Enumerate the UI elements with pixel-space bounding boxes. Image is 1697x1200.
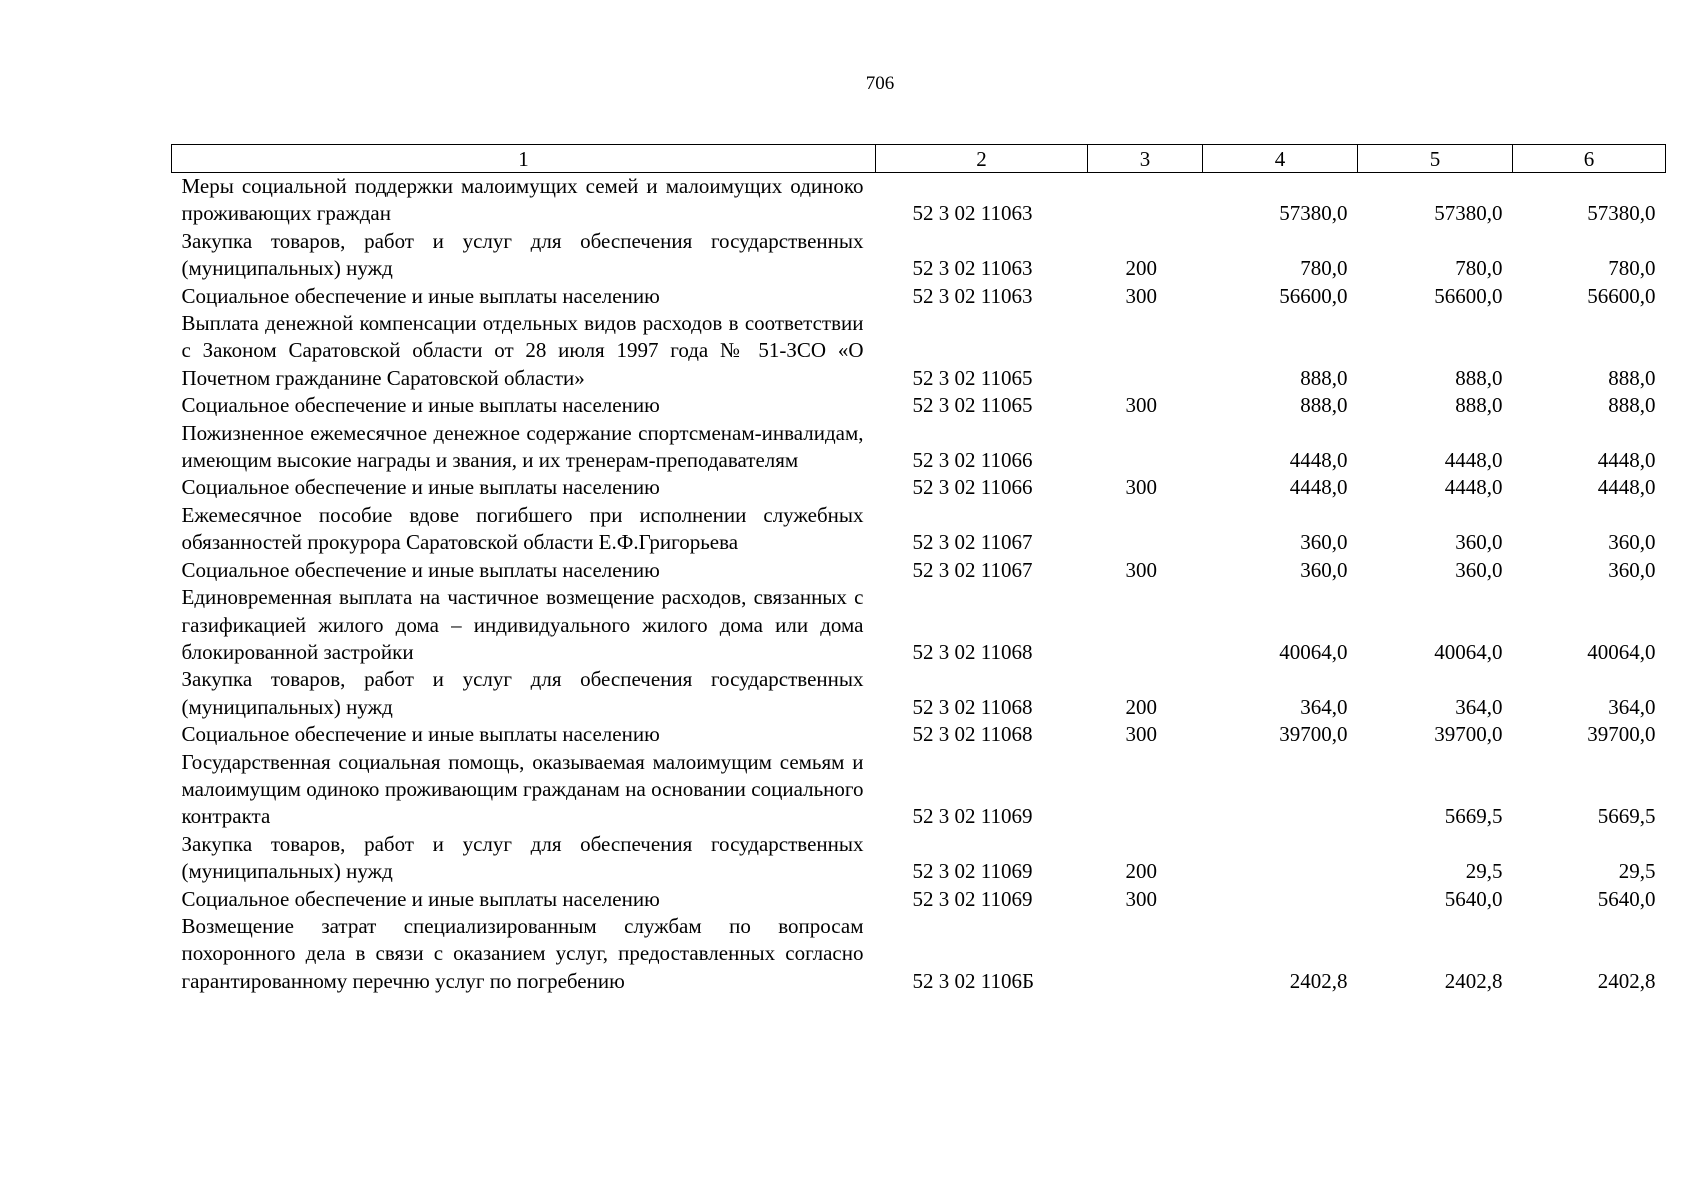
row-value-6: 5669,5	[1597, 804, 1656, 829]
row-code: 52 3 02 11068	[912, 694, 1033, 719]
row-value-5: 39700,0	[1434, 722, 1503, 747]
row-value-6: 780,0	[1608, 256, 1656, 281]
row-name: Социальное обеспечение и иные выплаты населению	[181, 283, 660, 308]
row-value-4: 780,0	[1300, 256, 1348, 281]
row-code: 52 3 02 1106Б	[912, 968, 1035, 993]
row-type: 300	[1125, 722, 1157, 747]
row-value-4: 39700,0	[1279, 722, 1348, 747]
row-name: Государственная социальная помощь, оказываемая малоимущим семьям и малоимущим одиноко проживающим гражданам на основании социального контракта	[181, 749, 864, 829]
row-code: 52 3 02 11068	[912, 639, 1033, 664]
table-row	[172, 666, 1666, 721]
row-value-6: 2402,8	[1597, 968, 1656, 993]
row-value-5: 5669,5	[1444, 804, 1503, 829]
table-row	[172, 283, 1666, 310]
table-row	[172, 831, 1666, 886]
row-value-4: 360,0	[1300, 557, 1348, 582]
row-value-4: 40064,0	[1279, 639, 1348, 664]
row-type	[1088, 749, 1203, 831]
row-name: Социальное обеспечение и иные выплаты населению	[181, 722, 660, 747]
budget-table	[171, 144, 1666, 995]
row-code: 52 3 02 11063	[912, 201, 1033, 226]
table-row	[172, 721, 1666, 748]
row-code: 52 3 02 11063	[912, 283, 1033, 308]
row-value-6: 40064,0	[1587, 639, 1656, 664]
row-value-5: 57380,0	[1434, 201, 1503, 226]
row-code: 52 3 02 11069	[912, 804, 1033, 829]
table-row	[172, 474, 1666, 501]
column-header-5: 5	[1358, 145, 1513, 173]
row-value-5: 4448,0	[1444, 448, 1503, 473]
header-row	[172, 145, 1666, 173]
row-code: 52 3 02 11067	[912, 557, 1033, 582]
row-name: Социальное обеспечение и иные выплаты населению	[181, 393, 660, 418]
row-type: 300	[1125, 557, 1157, 582]
table-row	[172, 392, 1666, 419]
row-name: Пожизненное ежемесячное денежное содержание спортсменам-инвалидам, имеющим высокие награды и звания, и их тренерам-преподавателям	[181, 420, 864, 473]
row-value-5: 40064,0	[1434, 639, 1503, 664]
row-type: 300	[1125, 393, 1157, 418]
row-name: Ежемесячное пособие вдове погибшего при исполнении служебных обязанностей прокурора Саратовской области Е.Ф.Григорьева	[181, 502, 864, 555]
table-row	[172, 228, 1666, 283]
row-value-6: 57380,0	[1587, 201, 1656, 226]
row-name: Выплата денежной компенсации отдельных видов расходов в соответствии с Законом Саратовской области от 28 июля 1997 года № 51-ЗСО «О Почетном гражданине Саратовской области»	[181, 311, 864, 390]
row-value-5: 888,0	[1455, 365, 1503, 390]
row-value-4: 4448,0	[1289, 475, 1348, 500]
table-row	[172, 584, 1666, 666]
page-number: 706	[865, 73, 895, 94]
row-value-6: 888,0	[1608, 393, 1656, 418]
row-code: 52 3 02 11063	[912, 256, 1033, 281]
row-value-6: 364,0	[1608, 694, 1656, 719]
row-value-4	[1203, 886, 1358, 913]
column-header-2: 2	[876, 145, 1088, 173]
row-name: Закупка товаров, работ и услуг для обеспечения государственных (муниципальных) нужд	[181, 831, 864, 884]
table-row	[172, 749, 1666, 831]
table-row	[172, 913, 1666, 995]
table-row	[172, 310, 1666, 392]
table-header	[172, 145, 1666, 173]
row-type: 300	[1125, 886, 1157, 911]
row-type	[1088, 913, 1203, 995]
row-value-5: 5640,0	[1444, 886, 1503, 911]
column-header-6: 6	[1513, 145, 1666, 173]
row-code: 52 3 02 11069	[912, 886, 1033, 911]
row-name: Закупка товаров, работ и услуг для обеспечения государственных (муниципальных) нужд	[181, 228, 864, 281]
row-value-4: 2402,8	[1289, 968, 1348, 993]
row-code: 52 3 02 11065	[912, 393, 1033, 418]
column-header-3: 3	[1088, 145, 1203, 173]
row-code: 52 3 02 11066	[912, 448, 1033, 473]
row-value-6: 360,0	[1608, 530, 1656, 555]
table-body	[172, 173, 1666, 996]
row-name: Социальное обеспечение и иные выплаты населению	[181, 886, 660, 911]
row-value-5: 360,0	[1455, 530, 1503, 555]
row-value-5: 29,5	[1465, 859, 1503, 884]
row-value-6: 888,0	[1608, 365, 1656, 390]
row-value-6: 5640,0	[1597, 886, 1656, 911]
row-type	[1088, 310, 1203, 392]
row-value-4: 4448,0	[1289, 448, 1348, 473]
row-name: Возмещение затрат специализированным службам по вопросам похоронного дела в связи с оказанием услуг, предоставленных согласно гарантированному перечню услуг по погребению	[181, 913, 864, 993]
row-value-5: 2402,8	[1444, 968, 1503, 993]
table-row	[172, 886, 1666, 913]
row-code: 52 3 02 11068	[912, 722, 1033, 747]
row-value-6: 56600,0	[1587, 283, 1656, 308]
row-type: 200	[1125, 256, 1157, 281]
row-code: 52 3 02 11065	[912, 365, 1033, 390]
row-value-6: 360,0	[1608, 557, 1656, 582]
row-code: 52 3 02 11066	[912, 475, 1033, 500]
row-value-4: 360,0	[1300, 530, 1348, 555]
row-value-6: 4448,0	[1597, 448, 1656, 473]
row-name: Единовременная выплата на частичное возмещение расходов, связанных с газификацией жилого дома – индивидуального жилого дома или дома блокированной застройки	[181, 585, 864, 664]
row-type	[1088, 173, 1203, 228]
row-value-5: 4448,0	[1444, 475, 1503, 500]
row-type	[1088, 502, 1203, 557]
table-row	[172, 557, 1666, 584]
row-value-6: 29,5	[1618, 859, 1656, 884]
column-header-4: 4	[1203, 145, 1358, 173]
table-row	[172, 420, 1666, 475]
column-header-1: 1	[172, 145, 876, 173]
row-value-4: 888,0	[1300, 393, 1348, 418]
row-value-5: 364,0	[1455, 694, 1503, 719]
row-value-4: 57380,0	[1279, 201, 1348, 226]
row-value-4	[1203, 749, 1358, 831]
row-value-4	[1203, 831, 1358, 886]
row-name: Меры социальной поддержки малоимущих семей и малоимущих одиноко проживающих граждан	[181, 174, 864, 226]
row-value-4: 364,0	[1300, 694, 1348, 719]
row-type: 200	[1125, 859, 1157, 884]
table-row	[172, 502, 1666, 557]
row-code: 52 3 02 11069	[912, 859, 1033, 884]
row-value-5: 888,0	[1455, 393, 1503, 418]
row-type: 300	[1125, 283, 1157, 308]
row-code: 52 3 02 11067	[912, 530, 1033, 555]
row-name: Социальное обеспечение и иные выплаты населению	[181, 557, 660, 582]
row-name: Социальное обеспечение и иные выплаты населению	[181, 475, 660, 500]
row-value-4: 888,0	[1300, 365, 1348, 390]
row-value-5: 780,0	[1455, 256, 1503, 281]
table-row	[172, 173, 1666, 228]
row-name: Закупка товаров, работ и услуг для обеспечения государственных (муниципальных) нужд	[181, 667, 864, 719]
row-value-4: 56600,0	[1279, 283, 1348, 308]
row-type: 200	[1125, 694, 1157, 719]
row-type: 300	[1125, 475, 1157, 500]
row-type	[1088, 420, 1203, 475]
row-value-6: 4448,0	[1597, 475, 1656, 500]
row-type	[1088, 584, 1203, 666]
row-value-5: 56600,0	[1434, 283, 1503, 308]
row-value-6: 39700,0	[1587, 722, 1656, 747]
row-value-5: 360,0	[1455, 557, 1503, 582]
